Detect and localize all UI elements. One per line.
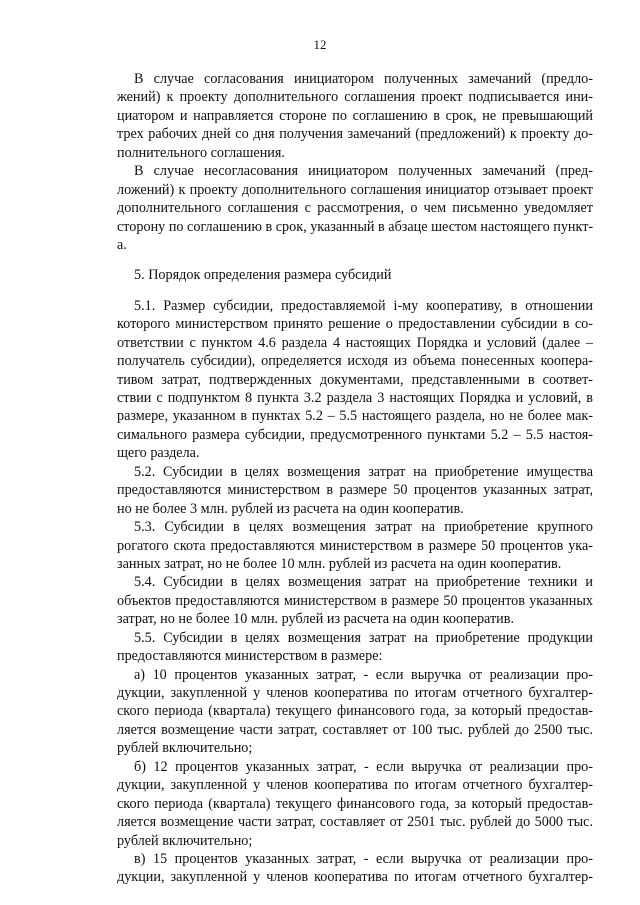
text-line: рублей включительно; [117,740,253,757]
text-line: 5.3. Субсидии в целях возмещения затрат на приобретение крупного [134,519,593,536]
text-line: предоставляются министерством в размере: [117,648,383,665]
text-line: 5.5. Субсидии в целях возмещения затрат на приобретение продукции [134,629,593,646]
text-line: размере, указанном в пунктах 5.2 – 5.5 настоящего раздела, но не более мак- [117,408,593,425]
heading-spacer [117,254,593,266]
text-line: 5.2. Субсидии в целях возмещения затрат на приобретение имущества [134,463,593,480]
text-line: ложений) к проекту дополнительного соглашения инициатор отзывает проект [117,181,593,198]
text-line: а. [117,236,127,253]
text-line: ского периода (квартала) текущего финансового года, за который предостав- [117,795,593,812]
text-line: жений) к проекту дополнительного соглашения проект подписывается ини- [117,89,593,106]
paragraph [117,629,593,666]
text-line: занных затрат, но не более 10 млн. рублей из расчета на один кооператив. [117,555,562,572]
text-line: 5. Порядок определения размера субсидий [134,267,392,284]
text-line: ляется возмещение части затрат, составляет от 100 тыс. рублей до 2500 тыс. [117,721,593,738]
text-line: затрат, но не более 10 млн. рублей из расчета на один кооператив. [117,611,515,628]
text-line: дукции, закупленной у членов кооператива по итогам отчетного бухгалтер- [117,869,593,886]
text-line: 5.1. Размер субсидии, предоставляемой i-му кооперативу, в отношении [134,297,593,314]
paragraph [117,297,593,463]
text-line: полнительного соглашения. [117,144,285,161]
text-line: в) 15 процентов указанных затрат, - если выручка от реализации про- [134,850,593,867]
paragraph [117,573,593,628]
text-line: объектов предоставляются министерством в размере 50 процентов указанных [117,592,593,609]
text-line: симального размера субсидии, предусмотренного пунктами 5.2 – 5.5 настоя- [117,426,593,443]
paragraph [117,162,593,254]
text-line: В случае несогласования инициатором полученных замечаний (пред- [134,163,593,180]
text-line: трех рабочих дней со дня получения замечаний (предложений) к проекту до- [117,126,593,143]
paragraph [117,850,593,887]
paragraph [117,518,593,573]
text-line: циатором и направляется стороне по соглашению в срок, не превышающий [117,107,593,124]
text-line: ответствии с пунктом 4.6 раздела 4 настоящих Порядка и условий (далее – [117,334,593,351]
text-line: ствии с подпунктом 8 пункта 3.2 раздела 3 настоящих Порядка и условий, в [117,390,593,406]
heading-spacer [117,285,593,297]
section-heading [117,266,593,284]
paragraph [117,666,593,758]
text-line: сторону по соглашению в срок, указанный в абзаце шестом настоящего пункт- [117,218,594,235]
page-number: 12 [313,37,327,52]
text-line: дукции, закупленной у членов кооператива по итогам отчетного бухгалтер- [117,777,593,794]
text-line: которого министерством принято решение о предоставлении субсидии в со- [117,316,593,333]
text-line: 5.4. Субсидии в целях возмещения затрат на приобретение техники и [134,574,593,591]
document-body [117,70,593,887]
text-line: дополнительного соглашения с рассмотрения, о чем письменно уведомляет [117,200,593,217]
text-line: дукции, закупленной у членов кооператива по итогам отчетного бухгалтер- [117,685,593,701]
paragraph [117,758,593,850]
paragraph [117,463,593,518]
text-line: В случае согласования инициатором полученных замечаний (предло- [134,71,593,87]
text-line: тивом затрат, подтвержденных документами, представленными в соответ- [117,371,593,388]
text-line: щего раздела. [117,445,200,462]
text-line: ского периода (квартала) текущего финансового года, за который предостав- [117,703,593,720]
text-line: рогатого скота предоставляются министерством в размере 50 процентов ука- [117,537,593,554]
text-line: получатель субсидии), определяется исходя из объема понесенных коопера- [117,353,593,370]
text-line: б) 12 процентов указанных затрат, - если выручка от реализации про- [134,758,593,775]
text-line: предоставляются министерством в размере 50 процентов указанных затрат, [117,482,593,499]
text-line: а) 10 процентов указанных затрат, - если выручка от реализации про- [134,666,593,683]
text-line: но не более 3 млн. рублей из расчета на один кооператив. [117,500,464,517]
paragraph [117,70,593,162]
text-line: рублей включительно; [117,832,253,849]
text-line: ляется возмещение части затрат, составляет от 2501 тыс. рублей до 5000 тыс. [117,814,593,831]
